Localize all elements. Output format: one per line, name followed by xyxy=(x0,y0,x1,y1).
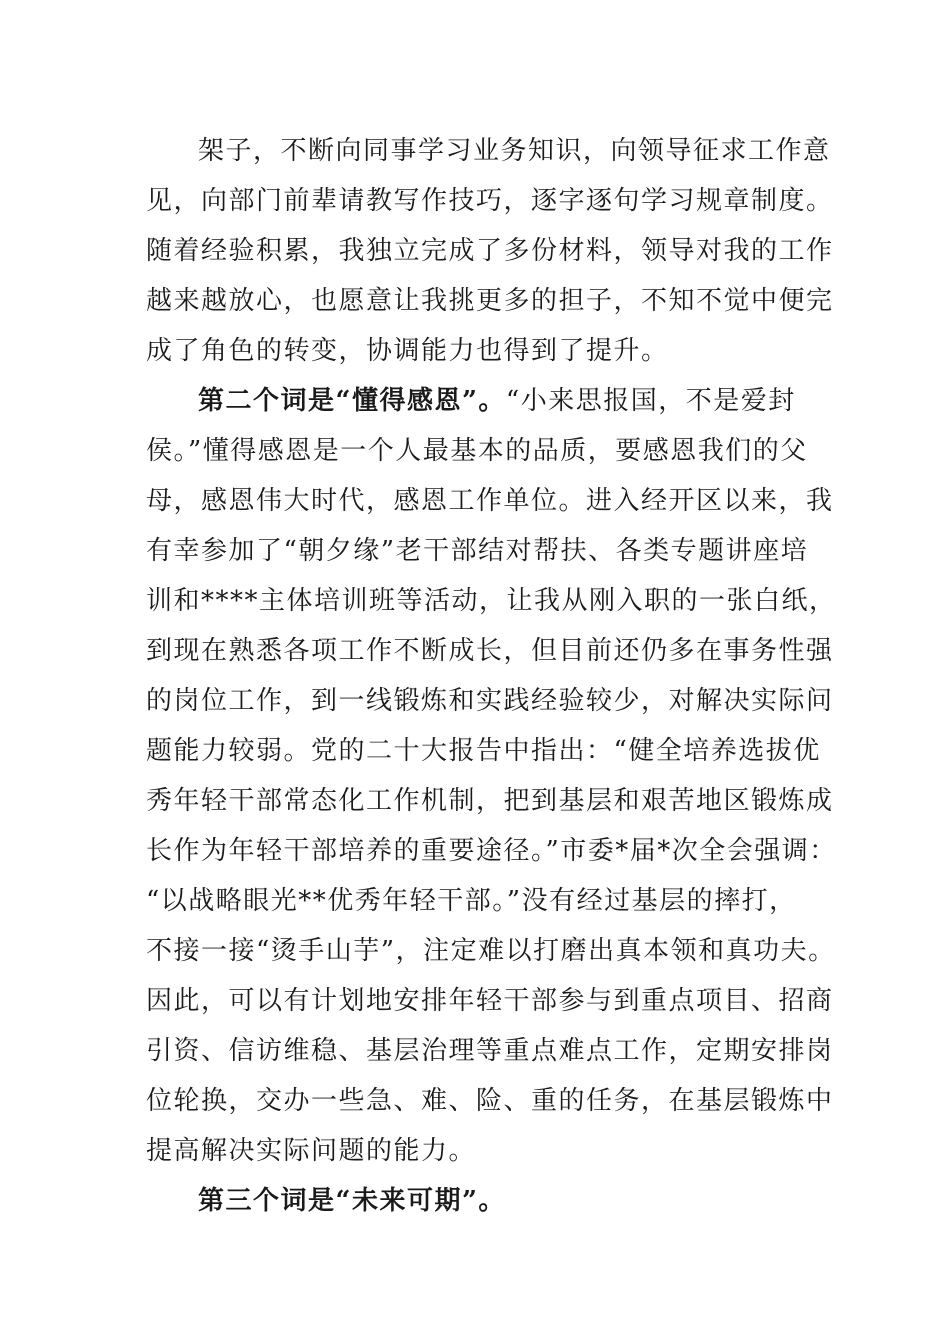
paragraph-line-5: 成了角色的转变，协调能力也得到了提升。 xyxy=(146,336,669,366)
paragraph-line-16: “以战略眼光**优秀年轻干部。”没有经过基层的摔打， xyxy=(146,886,797,916)
paragraph-line-10: 训和****主体培训班等活动，让我从刚入职的一张白纸， xyxy=(146,586,837,616)
paragraph-line-14: 秀年轻干部常态化工作机制，把到基层和艰苦地区锻炼成 xyxy=(146,786,834,816)
paragraph-line-12: 的岗位工作，到一线锻炼和实践经验较少，对解决实际问 xyxy=(146,686,834,716)
paragraph-line-13: 题能力较弱。党的二十大报告中指出：“健全培养选拔优 xyxy=(146,736,821,766)
quote-start: “小来思报国，不是爱封 xyxy=(505,386,796,416)
section-heading-future: 第三个词是“未来可期”。 xyxy=(198,1186,506,1216)
paragraph-line-1: 架子，不断向同事学习业务知识，向领导征求工作意 xyxy=(198,136,831,166)
paragraph-line-17: 不接一接“烫手山芋”，注定难以打磨出真本领和真功夫。 xyxy=(146,936,836,966)
paragraph-line-21: 提高解决实际问题的能力。 xyxy=(146,1136,477,1166)
section-heading-gratitude: 第二个词是“懂得感恩”。 xyxy=(198,386,506,416)
paragraph-line-4: 越来越放心，也愿意让我挑更多的担子，不知不觉中便完 xyxy=(146,286,834,316)
paragraph-line-18: 因此，可以有计划地安排年轻干部参与到重点项目、招商 xyxy=(146,986,834,1016)
paragraph-line-7: 侯。”懂得感恩是一个人最基本的品质，要感恩我们的父 xyxy=(146,436,808,466)
paragraph-line-8: 母，感恩伟大时代，感恩工作单位。进入经开区以来，我 xyxy=(146,486,834,516)
paragraph-line-11: 到现在熟悉各项工作不断成长，但目前还仍多在事务性强 xyxy=(146,636,834,666)
paragraph-line-3: 随着经验积累，我独立完成了多份材料，领导对我的工作 xyxy=(146,236,834,266)
paragraph-line-20: 位轮换，交办一些急、难、险、重的任务，在基层锻炼中 xyxy=(146,1086,834,1116)
heading-line-gratitude xyxy=(198,386,796,416)
paragraph-line-15: 长作为年轻干部培养的重要途径。”市委*届*次全会强调： xyxy=(146,836,837,866)
paragraph-line-19: 引资、信访维稳、基层治理等重点难点工作，定期安排岗 xyxy=(146,1036,834,1066)
paragraph-line-9: 有幸参加了“朝夕缘”老干部结对帮扶、各类专题讲座培 xyxy=(146,536,809,566)
paragraph-line-2: 见，向部门前辈请教写作技巧，逐字逐句学习规章制度。 xyxy=(146,186,834,216)
